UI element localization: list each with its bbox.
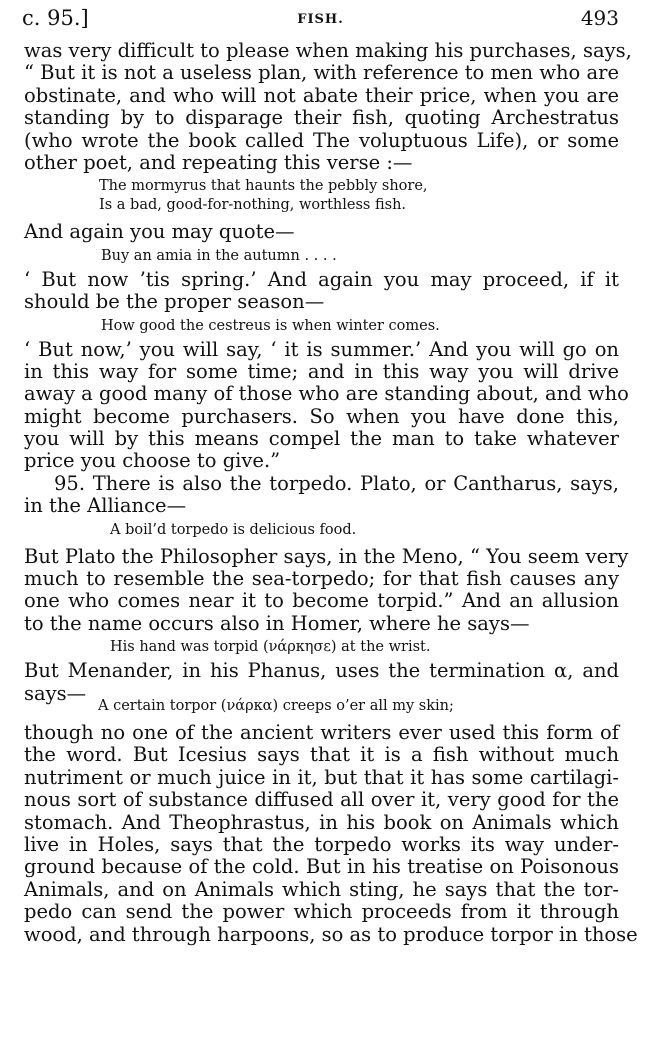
- text-line: though no one of the ancient writers ever used this form of: [24, 720, 619, 744]
- text-line: you will by this means compel the man to take whatever: [24, 427, 619, 451]
- verse-quote-line: Buy an amia in the autumn . . . .: [101, 247, 337, 264]
- text-line: ‘ But now ’tis spring.’ And again you may proceed, if it: [24, 267, 619, 291]
- text-line: ground because of the cold. But in his treatise on Poisonous: [24, 855, 619, 879]
- text-line: might become purchasers. So when you have done this,: [24, 404, 619, 428]
- text-line: Animals, and on Animals which sting, he says that the tor-: [24, 877, 619, 901]
- text-line: was very difficult to please when making his purchases, says,: [24, 39, 632, 62]
- text-line: much to resemble the sea-torpedo; for that fish causes any: [24, 567, 619, 591]
- running-title: FISH.: [297, 12, 344, 27]
- section-start-line: 95. There is also the torpedo. Plato, or Cantharus, says,: [54, 471, 619, 495]
- verse-quote-line: A boil’d torpedo is delicious food.: [110, 521, 357, 538]
- text-line: stomach. And Theophrastus, in his book on Animals which: [24, 810, 619, 834]
- chapter-reference: c. 95.]: [22, 6, 89, 30]
- verse-quote-line: A certain torpor (νάρκα) creeps o’er all my skin;: [98, 697, 454, 714]
- text-line: price you choose to give.”: [24, 449, 281, 473]
- text-line: should be the proper season—: [24, 290, 325, 314]
- text-line: But Menander, in his Phanus, uses the termination α, and: [24, 659, 619, 683]
- text-line: pedo can send the power which proceeds from it through: [24, 900, 619, 924]
- text-line: other poet, and repeating this verse :—: [24, 150, 413, 174]
- verse-quote-line: How good the cestreus is when winter comes.: [101, 317, 440, 334]
- text-line: And again you may quote—: [24, 220, 295, 244]
- verse-quote-line: His hand was torpid (νάρκησε) at the wrist.: [110, 639, 431, 656]
- running-header: [22, 6, 619, 36]
- text-line: nutriment or much juice in it, but that it has some cartilagi-: [24, 765, 619, 789]
- text-line: in the Alliance—: [24, 494, 187, 518]
- verse-quote-line: Is a bad, good-for-nothing, worthless fish.: [99, 197, 407, 214]
- text-line: wood, and through harpoons, so as to produce torpor in those: [24, 922, 638, 946]
- text-line: the word. But Icesius says that it is a fish without much: [24, 743, 619, 767]
- text-line: (who wrote the book called The voluptuous Life), or some: [24, 128, 619, 152]
- text-line: one who comes near it to become torpid.” And an allusion: [24, 589, 619, 613]
- text-line: “ But it is not a useless plan, with reference to men who are: [24, 61, 619, 85]
- verse-quote-line: The mormyrus that haunts the pebbly shore,: [99, 178, 428, 195]
- text-line: But Plato the Philosopher says, in the Meno, “ You seem very: [24, 544, 629, 568]
- text-line: nous sort of substance diffused all over it, very good for the: [24, 788, 619, 812]
- text-line: obstinate, and who will not abate their price, when you are: [24, 83, 619, 107]
- text-line: says—: [24, 681, 87, 705]
- text-line: standing by to disparage their fish, quoting Archestratus: [24, 106, 619, 130]
- page-number: 493: [580, 6, 619, 30]
- text-line: live in Holes, says that the torpedo works its way under-: [24, 832, 619, 856]
- text-line: ‘ But now,’ you will say, ‘ it is summer.’ And you will go on: [24, 337, 619, 361]
- page-body: [24, 39, 638, 946]
- text-line: to the name occurs also in Homer, where he says—: [24, 611, 530, 635]
- text-line: away a good many of those who are standing about, and who: [24, 382, 629, 406]
- text-line: in this way for some time; and in this way you will drive: [24, 359, 619, 383]
